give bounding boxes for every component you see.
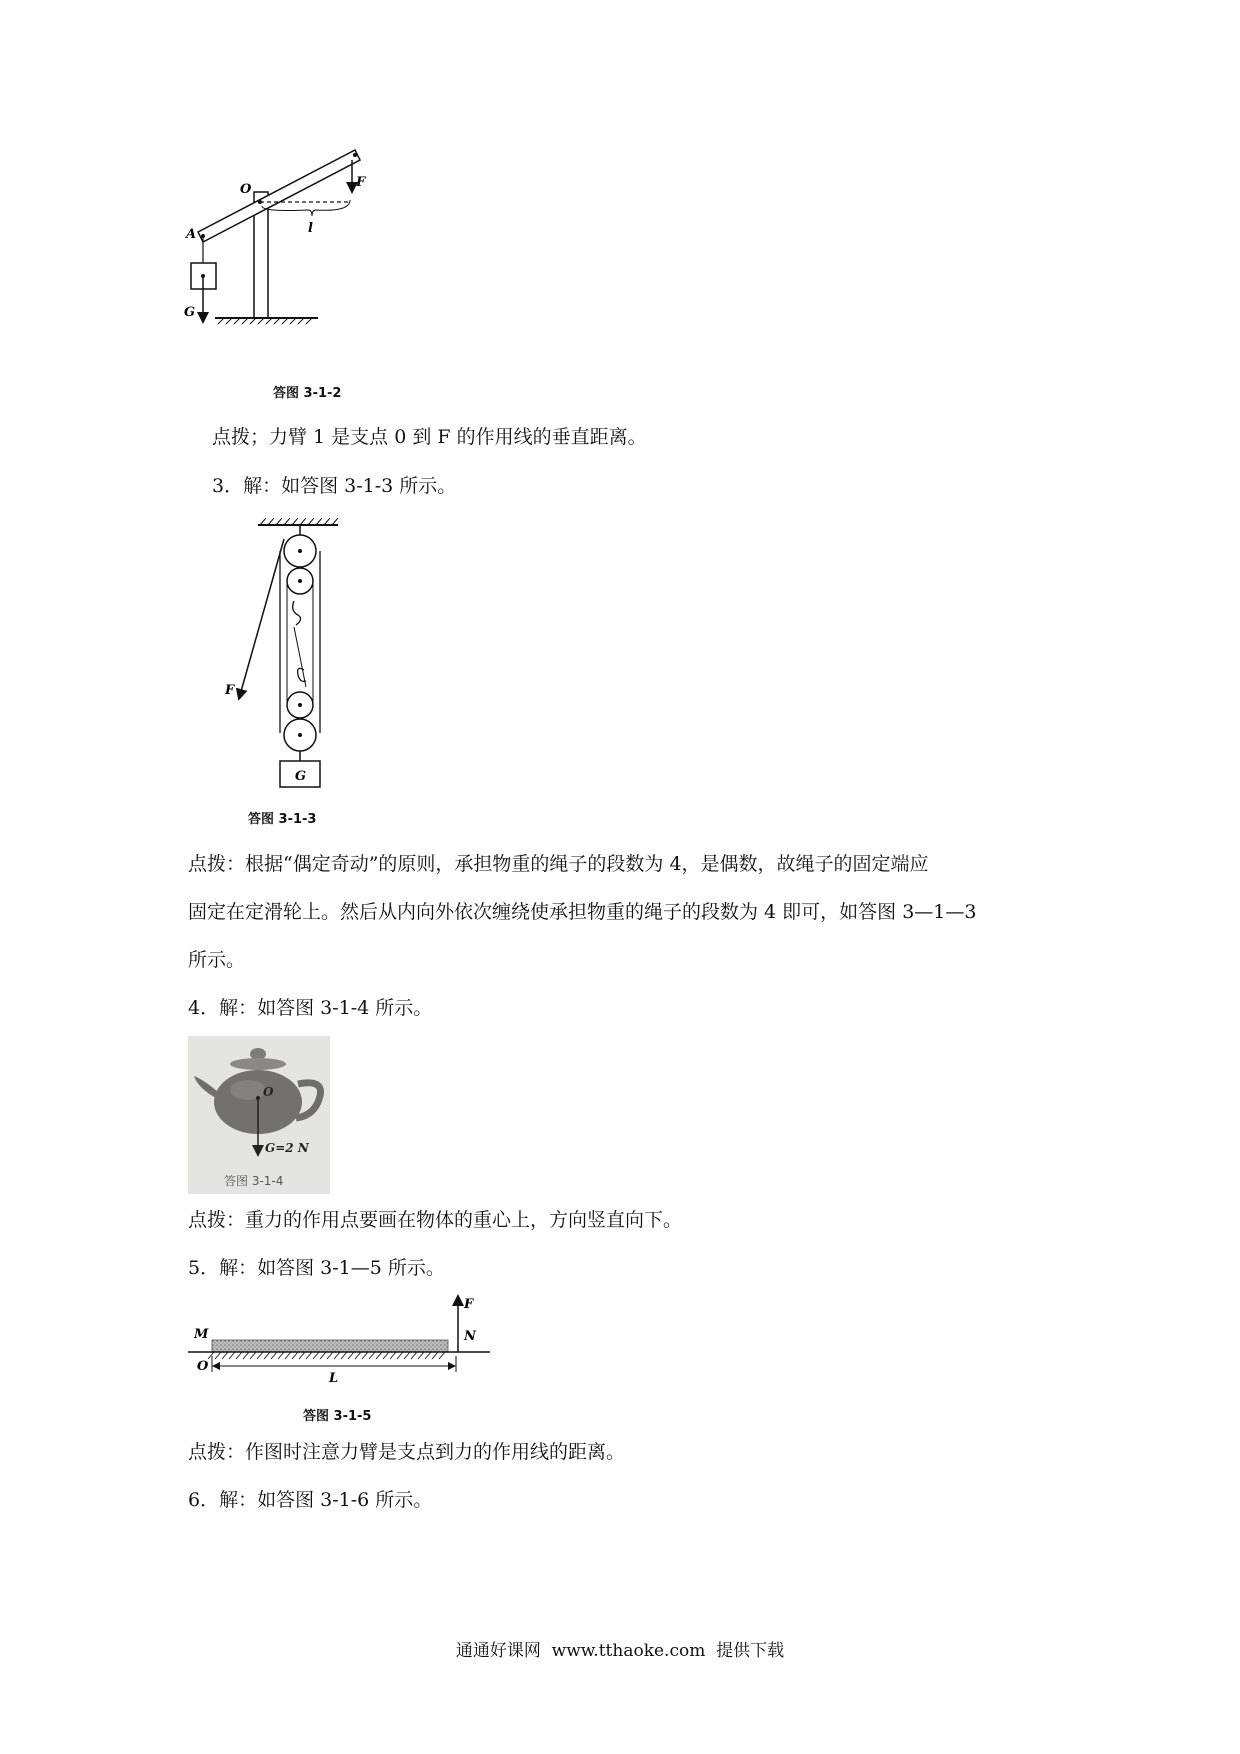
figure-caption: 答图 3-1-5 — [303, 1409, 372, 1424]
paragraph: 点拨；力臂 1 是支点 0 到 F 的作用线的垂直距离。 — [212, 426, 647, 448]
page-footer: 通通好课网 www.tthaoke.com 提供下载 — [455, 1641, 785, 1661]
label-l: l — [308, 221, 313, 236]
label-O: O — [197, 1359, 209, 1374]
figure-caption: 答图 3-1-4 — [224, 1174, 284, 1188]
label-A: A — [186, 227, 197, 242]
paragraph-line: 点拨：根据“偶定奇动”的原则，承担物重的绳子的段数为 4，是偶数，故绳子的固定端应 — [188, 853, 929, 875]
figure-caption: 答图 3-1-3 — [248, 812, 317, 827]
question-heading: 6．解：如答图 3-1-6 所示。 — [188, 1489, 433, 1511]
pulley-diagram — [220, 515, 350, 795]
question-heading: 4．解：如答图 3-1-4 所示。 — [188, 997, 433, 1019]
plank-diagram — [188, 1296, 498, 1392]
label-G: G — [295, 769, 307, 784]
paragraph-line: 固定在定滑轮上。然后从内向外依次缠绕使承担物重的绳子的段数为 4 即可，如答图 3—1—3 — [188, 901, 977, 923]
question-heading: 5．解：如答图 3-1—5 所示。 — [188, 1257, 445, 1279]
lever-diagram — [184, 150, 430, 350]
label-M: M — [194, 1327, 209, 1342]
teapot-photo — [188, 1036, 330, 1194]
paragraph: 点拨：作图时注意力臂是支点到力的作用线的距离。 — [188, 1441, 626, 1463]
paragraph: 点拨：重力的作用点要画在物体的重心上，方向竖直向下。 — [188, 1209, 683, 1231]
label-O: O — [263, 1085, 274, 1099]
label-O: O — [240, 182, 252, 197]
label-G: G — [184, 305, 196, 320]
label-G: G=2 N — [265, 1141, 309, 1155]
label-F: F — [225, 683, 235, 698]
label-L: L — [329, 1371, 339, 1386]
label-F: F — [356, 175, 366, 190]
label-N: N — [464, 1329, 476, 1344]
label-F: F — [464, 1297, 474, 1312]
question-heading: 3．解：如答图 3-1-3 所示。 — [212, 475, 457, 497]
paragraph-line: 所示。 — [188, 949, 246, 971]
figure-caption: 答图 3-1-2 — [273, 386, 342, 401]
